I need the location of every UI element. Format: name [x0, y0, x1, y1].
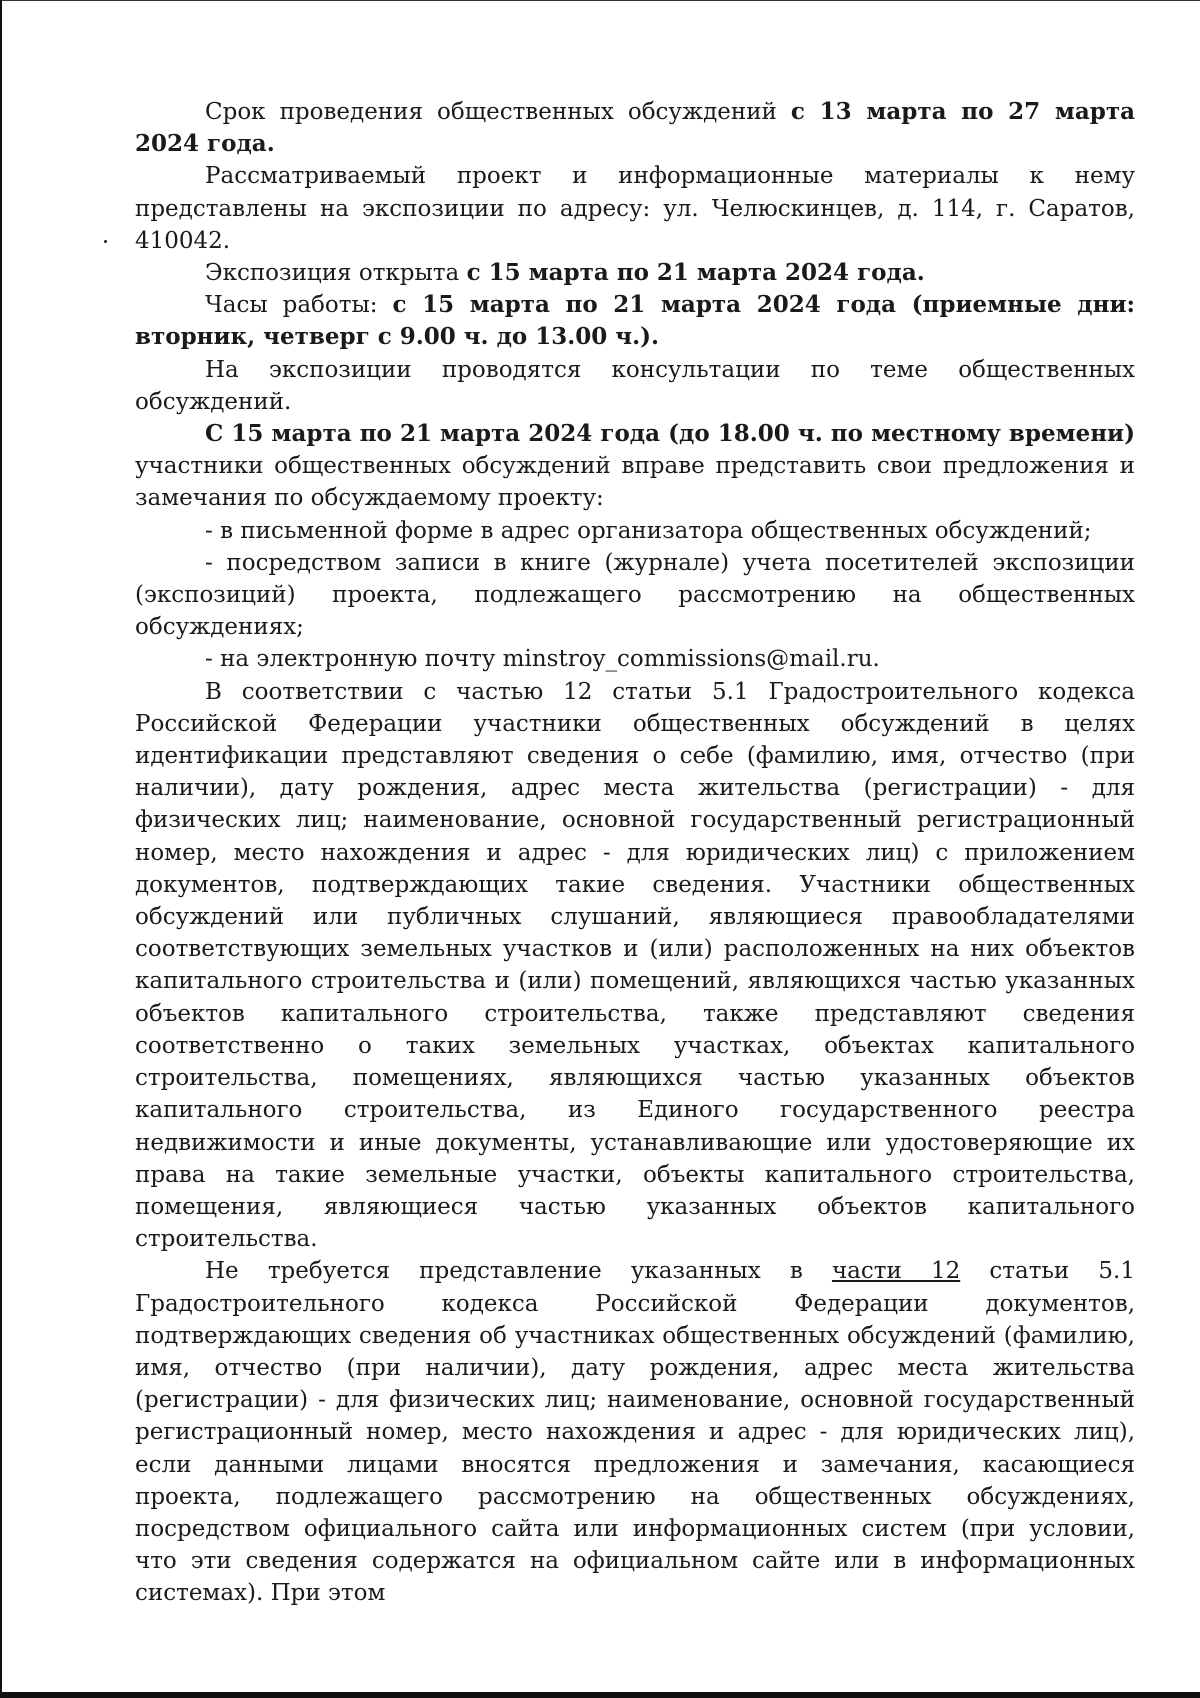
paragraph-identification: В соответствии с частью 12 статьи 5.1 Градостроительного кодекса Российской Федерации участники общественных обсуждений в целях идентификации представляют сведения о себе (фамилию, имя, отчество (при наличии), дату рождения, адрес места жительства (регистрации) - для физических лиц; наименование, основной государственный регистрационный номер, место нахождения и адрес - для юридических лиц) с приложением документов, подтверждающих такие сведения. Участники общественных обсуждений или публичных слушаний, являющиеся правообладателями соответствующих земельных участков и (или) расположенных на них объектов капитального строительства и (или) помещений, являющихся частью указанных объектов капитального строительства, также представляют сведения соответственно о таких земельных участках, объектах капитального строительства, помещениях, являющихся частью указанных объектов капитального строительства, из Единого государственного реестра недвижимости и иные документы, устанавливающие или удостоверяющие их права на такие земельные участки, объекты капитального строительства, помещения, являющиеся частью указанных объектов капитального строительства.	[135, 678, 1135, 1253]
paragraph-exposition-open	[135, 257, 1135, 289]
scan-edge-left	[0, 0, 2, 1698]
exposition-label: Экспозиция открыта	[205, 260, 467, 287]
paragraph-project-location: Рассматриваемый проект и информационные материалы к нему представлены на экспозиции по адресу: ул. Челюскинцев, д. 114, г. Саратов, 410042.	[135, 163, 1135, 254]
hours-value: с 15 марта по 21 марта 2024 года (приемные дни: вторник, четверг с 9.00 ч. до 13.00 ч.).	[135, 291, 1135, 351]
paragraph-discussion-period	[135, 96, 1135, 160]
scan-speck	[104, 240, 107, 243]
proposals-text: участники общественных обсуждений вправе представить свои предложения и замечания по обсуждаемому проекту:	[135, 453, 1135, 512]
proposals-dates: С 15 марта по 21 марта 2024 года (до 18.00 ч. по местному времени)	[205, 420, 1135, 448]
document-body	[135, 96, 1135, 1610]
no-docs-text-start: Не требуется представление указанных в	[205, 1258, 832, 1285]
scan-edge-bottom	[0, 1692, 1200, 1698]
list-item-written-form: - в письменной форме в адрес организатора общественных обсуждений;	[205, 517, 1092, 544]
hours-label: Часы работы:	[205, 292, 393, 319]
paragraph-no-documents-required	[135, 1255, 1135, 1609]
exposition-dates: с 15 марта по 21 марта 2024 года.	[466, 259, 925, 287]
law-part-link[interactable]: части 12	[831, 1258, 961, 1285]
paragraph-working-hours	[135, 289, 1135, 353]
paragraph-consultations: На экспозиции проводятся консультации по теме общественных обсуждений.	[135, 356, 1135, 415]
list-item-email: - на электронную почту minstroy_commissions@mail.ru.	[205, 646, 880, 673]
list-item-visitor-book: - посредством записи в книге (журнале) учета посетителей экспозиции (экспозиций) проекта, подлежащего рассмотрению на общественных обсуждениях;	[135, 549, 1135, 641]
period-dates: с 13 марта по 27 марта 2024 года.	[135, 98, 1135, 158]
scan-edge-top	[0, 0, 1200, 1]
paragraph-proposals	[135, 418, 1135, 515]
period-label: Срок проведения общественных обсуждений	[205, 99, 791, 125]
no-docs-text-rest: статьи 5.1 Градостроительного кодекса Российской Федерации документов, подтверждающих сведения об участниках общественных обсуждений (фамилию, имя, отчество (при наличии), дату рождения, адрес места жительства (регистрации) - для физических лиц; наименование, основной государственный регистрационный номер, место нахождения и адрес - для юридических лиц), если данными лицами вносятся предложения и замечания, касающиеся проекта, подлежащего рассмотрению на общественных обсуждениях, посредством официального сайта или информационных систем (при условии, что эти сведения содержатся на официальном сайте или в информационных системах). При этом	[135, 1258, 1135, 1607]
